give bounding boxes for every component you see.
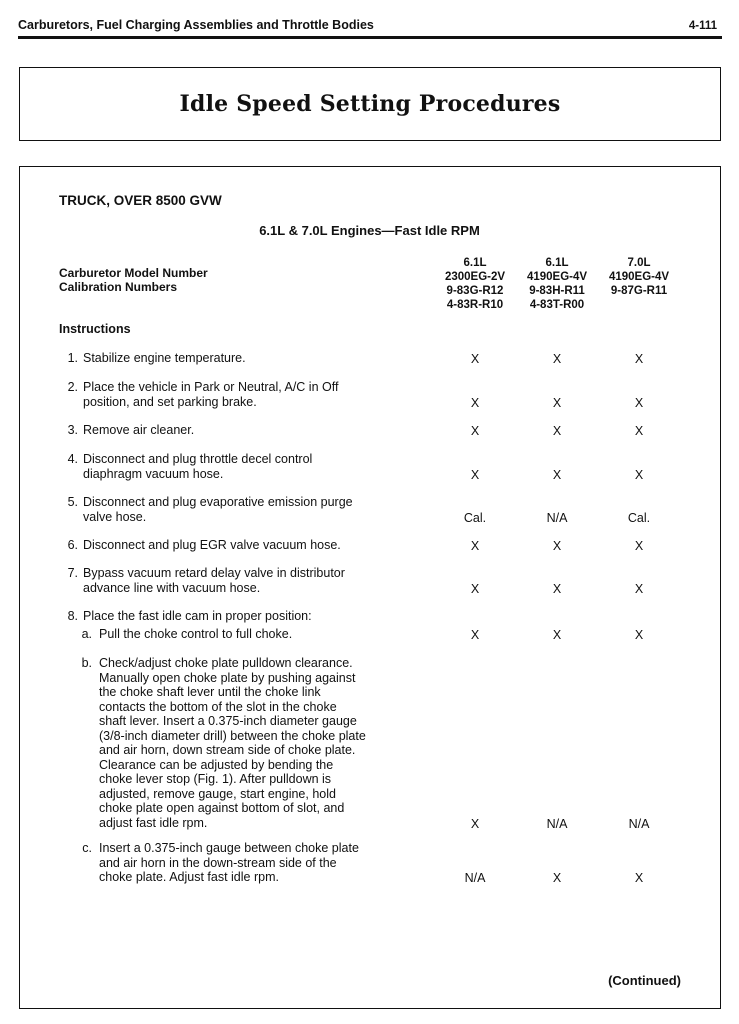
column-carb-model: 2300EG-2V: [444, 271, 506, 283]
step-text-line: choke lever stop (Fig. 1). After pulldown is: [99, 772, 332, 786]
step-text-line: Stabilize engine temperature.: [83, 351, 246, 365]
applicability-mark: X: [634, 628, 644, 642]
title-box: [19, 67, 721, 141]
step-text-line: position, and set parking brake.: [83, 394, 257, 409]
engine-subheading: 6.1L & 7.0L Engines—Fast Idle RPM: [259, 223, 480, 238]
column-calibration: 4-83R-R10: [446, 299, 504, 311]
step-number: a.: [81, 627, 92, 641]
step-text-line: Disconnect and plug throttle decel control: [83, 452, 313, 466]
running-header-title: Carburetors, Fuel Charging Assemblies and Throttle Bodies: [18, 18, 374, 32]
step-number: 4.: [67, 452, 78, 466]
applicability-mark: X: [552, 424, 562, 438]
applicability-mark: X: [552, 581, 562, 596]
applicability-mark: X: [552, 467, 562, 482]
step-text: [83, 609, 312, 624]
step-text: [99, 656, 366, 830]
column-engine: 7.0L: [627, 257, 651, 269]
carb-model-label: Carburetor Model Number: [59, 266, 208, 280]
step-text-line: adjust fast idle rpm.: [99, 815, 208, 830]
step-text: [83, 452, 312, 481]
column-engine: 6.1L: [463, 257, 487, 269]
step-text-line: and air horn, down stream side of choke plate.: [99, 743, 356, 757]
step-text-line: choke plate open against bottom of slot, and: [99, 801, 345, 815]
step-number: b.: [81, 656, 92, 670]
applicability-mark: N/A: [546, 510, 568, 525]
step-text-line: shaft lever. Insert a 0.375-inch diameter gauge: [99, 714, 357, 728]
applicability-mark: X: [552, 539, 562, 553]
step-text: [83, 566, 345, 595]
step-text-line: contacts the bottom of the slot in the choke: [99, 699, 337, 714]
step-text-line: Remove air cleaner.: [83, 423, 195, 437]
step-text-line: Place the vehicle in Park or Neutral, A/C in Off: [83, 380, 339, 394]
applicability-mark: X: [634, 871, 644, 885]
applicability-mark: N/A: [546, 816, 568, 831]
applicability-mark: N/A: [628, 816, 650, 831]
applicability-mark: X: [470, 424, 480, 438]
step-number: 8.: [67, 609, 78, 623]
step-text-line: Disconnect and plug EGR valve vacuum hose.: [83, 538, 341, 552]
step-text: [83, 423, 194, 438]
applicability-mark: X: [634, 395, 644, 410]
column-calibration: 4-83T-R00: [529, 299, 585, 311]
step-number: c.: [82, 841, 92, 855]
step-text-line: Bypass vacuum retard delay valve in distributor: [83, 566, 345, 580]
step-text-line: Check/adjust choke plate pulldown clearance.: [99, 656, 353, 670]
header-rule: [18, 36, 722, 39]
step-text-line: Pull the choke control to full choke.: [99, 627, 293, 641]
applicability-mark: X: [470, 581, 480, 596]
step-number: 5.: [67, 495, 78, 509]
step-text: [83, 495, 353, 524]
step-text-line: Disconnect and plug evaporative emission purge: [83, 495, 353, 509]
step-number: 6.: [67, 538, 78, 552]
step-text-line: adjusted, remove gauge, start engine, hold: [99, 786, 336, 801]
applicability-mark: Cal.: [463, 510, 487, 525]
column-header-2: [511, 256, 603, 312]
applicability-mark: X: [634, 539, 644, 553]
applicability-mark: Cal.: [627, 510, 651, 525]
step-number: 1.: [67, 351, 78, 365]
column-carb-model: 4190EG-4V: [608, 271, 670, 283]
step-text: [99, 841, 359, 885]
column-carb-model: 4190EG-4V: [526, 271, 588, 283]
step-text: [83, 538, 341, 553]
step-text-line: valve hose.: [83, 509, 147, 524]
step-text: [99, 627, 292, 642]
continued-note: (Continued): [608, 973, 681, 988]
applicability-mark: X: [634, 352, 644, 366]
applicability-mark: X: [470, 816, 480, 831]
column-calibration: 9-83G-R12: [446, 285, 504, 297]
step-text: [83, 380, 338, 409]
step-number: 3.: [67, 423, 78, 437]
page-number: 4-111: [688, 20, 717, 32]
column-header-1: [429, 256, 521, 312]
applicability-mark: X: [552, 395, 562, 410]
applicability-mark: X: [634, 424, 644, 438]
step-text-line: and air horn in the down-stream side of the: [99, 855, 337, 870]
applicability-mark: X: [470, 467, 480, 482]
step-number: 2.: [67, 380, 78, 394]
step-text-line: Clearance can be adjusted by bending the: [99, 757, 334, 772]
step-text: [83, 351, 246, 366]
column-calibration: 9-87G-R11: [610, 285, 668, 297]
applicability-mark: X: [470, 352, 480, 366]
column-engine: 6.1L: [545, 257, 569, 269]
applicability-mark: X: [470, 539, 480, 553]
step-text-line: diaphragm vacuum hose.: [83, 466, 224, 481]
step-text-line: (3/8-inch diameter drill) between the choke plate: [99, 728, 366, 743]
applicability-mark: N/A: [464, 871, 486, 885]
applicability-mark: X: [470, 628, 480, 642]
applicability-mark: X: [552, 352, 562, 366]
step-number: 7.: [67, 566, 78, 580]
step-text-line: Manually open choke plate by pushing against: [99, 670, 356, 685]
instructions-heading: Instructions: [59, 322, 131, 336]
step-text-line: Place the fast idle cam in proper position:: [83, 609, 312, 623]
step-text-line: choke plate. Adjust fast idle rpm.: [99, 870, 279, 884]
step-text-line: advance line with vacuum hose.: [83, 580, 261, 595]
page-title: Idle Speed Setting Procedures: [179, 91, 561, 117]
calibration-label: Calibration Numbers: [59, 280, 178, 294]
column-header-3: [593, 256, 685, 298]
column-calibration: 9-83H-R11: [529, 285, 585, 297]
vehicle-heading: TRUCK, OVER 8500 GVW: [59, 193, 222, 208]
applicability-mark: X: [470, 395, 480, 410]
applicability-mark: X: [552, 871, 562, 885]
step-text-line: the choke shaft lever until the choke link: [99, 685, 321, 699]
applicability-mark: X: [634, 581, 644, 596]
applicability-mark: X: [552, 628, 562, 642]
step-text-line: Insert a 0.375-inch gauge between choke plate: [99, 841, 359, 855]
applicability-mark: X: [634, 467, 644, 482]
